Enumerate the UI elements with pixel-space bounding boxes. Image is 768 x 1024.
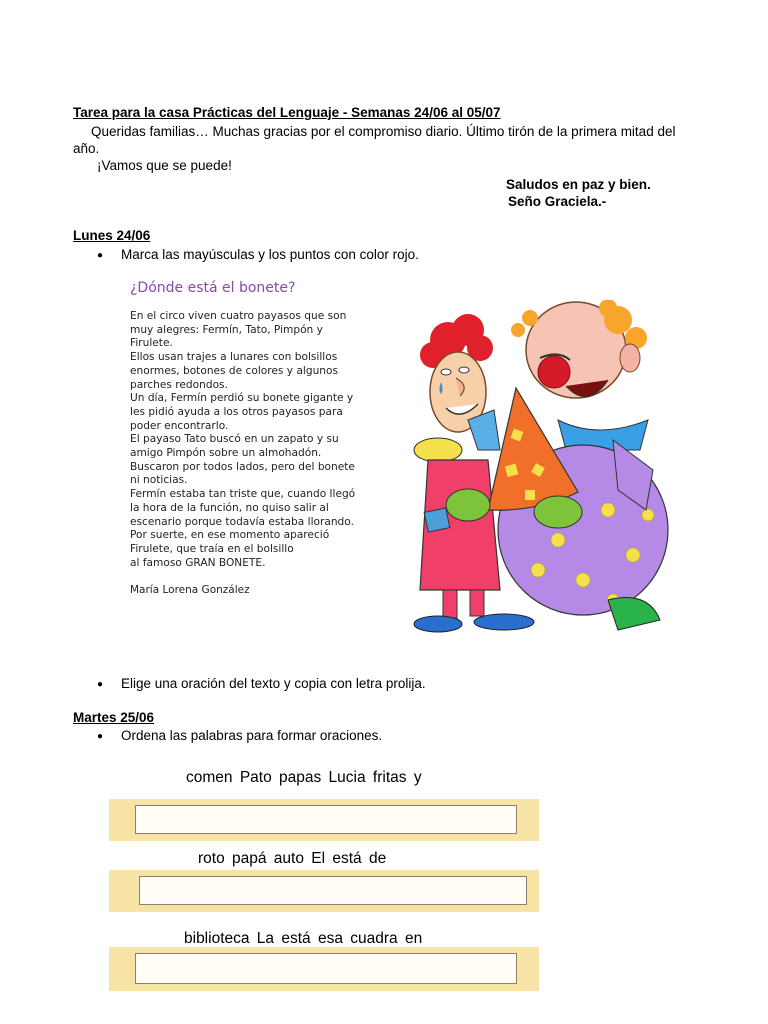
story-line: enormes, botones de colores y algunos	[130, 364, 339, 377]
instruction-text: Elige una oración del texto y copia con letra prolija.	[121, 676, 426, 691]
story-line: les pidió ayuda a los otros payasos para	[130, 405, 343, 418]
instruction-text: Marca las mayúsculas y los puntos con color rojo.	[121, 247, 419, 262]
story-line: al famoso GRAN BONETE.	[130, 556, 266, 569]
tuesday-instruction-1	[97, 728, 382, 743]
word-set-2: roto papá auto El está de	[198, 850, 387, 867]
page-title: Tarea para la casa Prácticas del Lenguaje - Semanas 24/06 al 05/07	[73, 105, 501, 120]
bullet-icon: ●	[97, 679, 104, 690]
intro-paragraph: Queridas familias… Muchas gracias por el compromiso diario. Último tirón de la primera mitad del año.	[73, 124, 676, 156]
story-line: Firulete, que traía en el bolsillo	[130, 542, 294, 555]
story-line: poder encontrarlo.	[130, 419, 229, 432]
monday-heading: Lunes 24/06	[73, 228, 151, 243]
bullet-icon: ●	[97, 250, 104, 261]
glove-right	[534, 496, 582, 528]
story-line: Firulete.	[130, 337, 173, 350]
bullet-icon: ●	[97, 731, 104, 742]
motto-text: ¡Vamos que se puede!	[97, 158, 232, 173]
closing-text: Saludos en paz y bien.	[506, 177, 651, 192]
story-line: Fermín estaba tan triste que, cuando llegó	[130, 488, 356, 501]
monday-instruction-2	[97, 676, 426, 691]
story-author: María Lorena González	[130, 584, 250, 596]
glove-left	[446, 489, 490, 521]
story-line: Un día, Fermín perdió su bonete gigante y	[130, 392, 354, 405]
tuesday-heading: Martes 25/06	[73, 710, 155, 725]
answer-band-2	[109, 870, 539, 912]
story-title: ¿Dónde está el bonete?	[130, 280, 296, 296]
story-line: En el circo viven cuatro payasos que son	[130, 310, 347, 322]
story-line: muy alegres: Fermín, Tato, Pimpón y	[130, 323, 323, 336]
word-set-1: comen Pato papas Lucia fritas y	[186, 769, 422, 786]
story-line: parches redondos.	[130, 378, 228, 391]
story-line: ni noticias.	[130, 474, 188, 487]
story-line: Ellos usan trajes a lunares con bolsillos	[130, 351, 338, 364]
answer-band-3	[109, 947, 539, 991]
answer-field-3[interactable]	[135, 953, 517, 984]
clowns-illustration	[408, 300, 670, 636]
story-line: El payaso Tato buscó en un zapato y su	[130, 433, 339, 446]
story-line: la hora de la función, no quiso salir al	[130, 501, 329, 514]
signature-text: Seño Graciela.-	[508, 194, 607, 209]
instruction-text: Ordena las palabras para formar oraciones.	[121, 728, 383, 743]
story-line: Por suerte, en ese momento apareció	[130, 529, 330, 542]
story-line: Buscaron por todos lados, pero del bonete	[130, 460, 355, 473]
monday-instruction-1	[97, 247, 419, 262]
story-line: amigo Pimpón sobre un almohadón.	[130, 447, 322, 460]
answer-field-2[interactable]	[139, 876, 527, 905]
clown-nose	[538, 356, 570, 388]
word-set-3: biblioteca La está esa cuadra en	[184, 930, 423, 947]
story-text	[130, 310, 400, 570]
answer-band-1	[109, 799, 539, 841]
answer-field-1[interactable]	[135, 805, 517, 834]
story-line: escenario porque todavía estaba llorando.	[130, 515, 354, 528]
shoe-left	[414, 616, 462, 632]
